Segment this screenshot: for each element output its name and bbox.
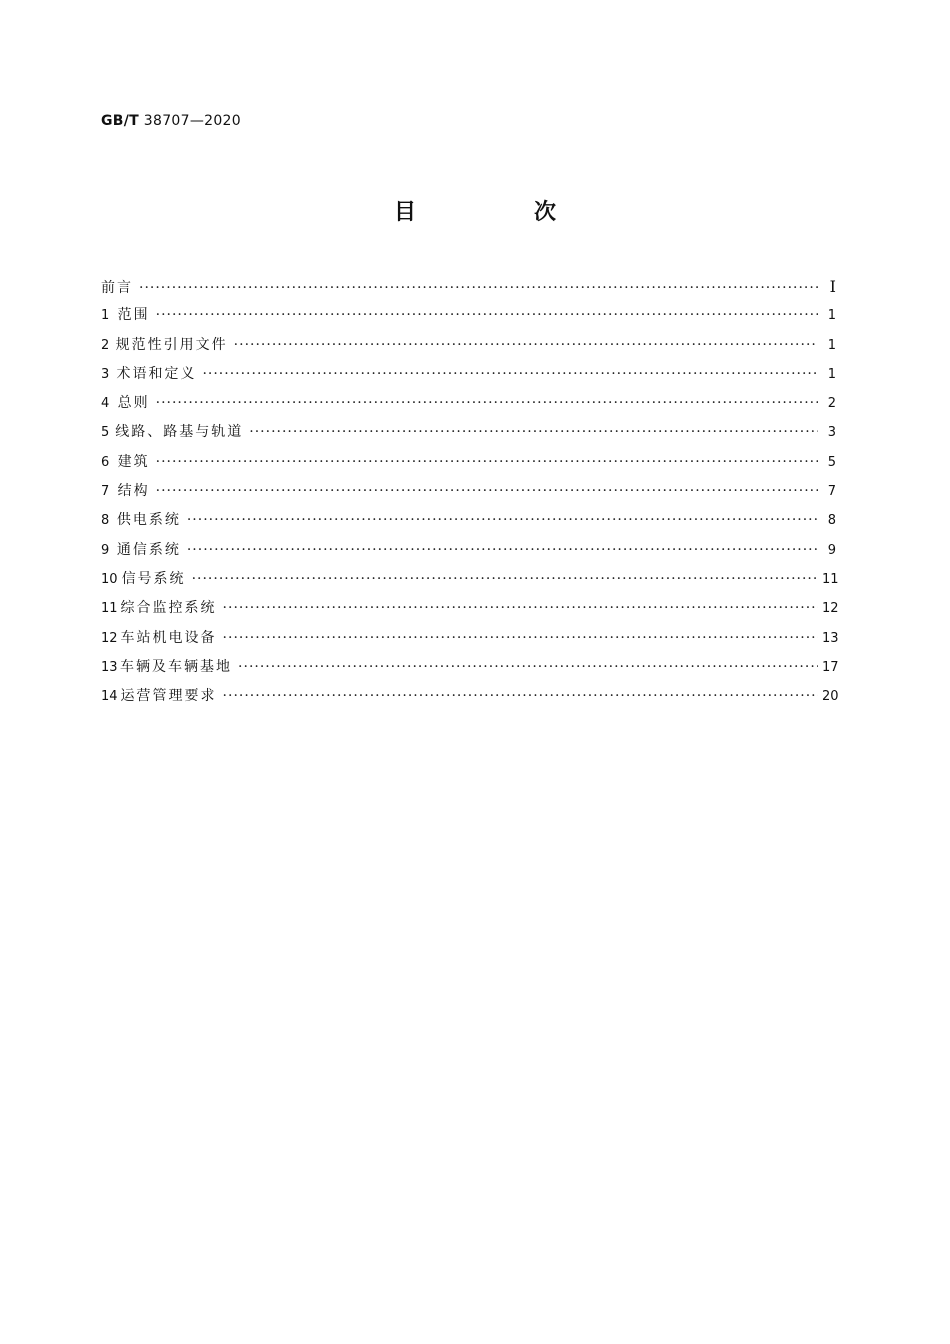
- toc-leader-dots: [156, 389, 818, 418]
- toc-entry-label: 运营管理要求: [120, 688, 217, 705]
- toc-entry[interactable]: [101, 565, 839, 594]
- toc-entry-label: 规范性引用文件: [115, 336, 228, 353]
- toc-entry-page: 2: [827, 396, 836, 412]
- toc-entry-number: 4: [101, 396, 110, 412]
- toc-entry-label: 通信系统: [116, 541, 181, 558]
- toc-entry-label: 术语和定义: [116, 365, 197, 382]
- toc-entry[interactable]: [101, 682, 839, 711]
- toc-entry-label: 结构: [117, 483, 150, 500]
- toc-entry[interactable]: [101, 477, 836, 506]
- toc-entry-label: 前言: [101, 280, 133, 296]
- toc-entry[interactable]: [101, 448, 836, 477]
- toc-leader-dots: [187, 506, 818, 535]
- toc-leader-dots: [156, 477, 818, 506]
- toc-entry-number: 8: [101, 513, 110, 529]
- toc-entry-page: 3: [827, 425, 836, 441]
- toc-entry-number: 3: [101, 366, 110, 382]
- toc-entry[interactable]: [101, 653, 839, 682]
- toc-leader-dots: [234, 331, 818, 360]
- toc-entry[interactable]: [101, 360, 836, 389]
- toc-leader-dots: [156, 301, 818, 330]
- toc-leader-dots: [223, 624, 818, 653]
- toc-entry[interactable]: [101, 506, 836, 535]
- toc-entry-label: 范围: [117, 307, 150, 324]
- toc-entry-page: 1: [827, 308, 836, 324]
- toc-entry-label: 总则: [117, 395, 150, 412]
- toc-entry-page: 13: [822, 630, 839, 646]
- toc-entry-page: 11: [822, 571, 839, 587]
- standard-code-header: [101, 113, 241, 129]
- toc-leader-dots: [156, 448, 818, 477]
- toc-entry-number: 13: [101, 659, 118, 675]
- toc-entry-number: 10: [101, 571, 118, 587]
- toc-leader-dots: [202, 360, 818, 389]
- toc-entry-page: 5: [827, 454, 836, 470]
- toc-entry-label: 车辆及车辆基地: [120, 658, 233, 675]
- toc-leader-dots: [238, 653, 818, 682]
- toc-leader-dots: [223, 682, 818, 711]
- toc-entry[interactable]: [101, 624, 839, 653]
- toc-entry-page: 8: [827, 513, 836, 529]
- toc-leader-dots: [223, 594, 818, 623]
- toc-entry-foreword[interactable]: [101, 272, 836, 301]
- toc-entry-page: Ⅰ: [829, 277, 836, 296]
- table-of-contents: [101, 272, 839, 711]
- toc-entry-page: 1: [827, 337, 836, 353]
- toc-leader-dots: [187, 536, 818, 565]
- toc-entry-label: 综合监控系统: [120, 600, 217, 617]
- standard-number: 38707—2020: [143, 113, 241, 129]
- toc-entry-page: 7: [827, 484, 836, 500]
- toc-leader-dots: [249, 418, 818, 447]
- toc-entry-label: 车站机电设备: [120, 629, 217, 646]
- toc-entry-number: 7: [101, 484, 110, 500]
- toc-entry-label: 供电系统: [116, 512, 181, 529]
- toc-entry[interactable]: [101, 418, 836, 447]
- toc-leader-dots: [192, 565, 818, 594]
- toc-entry-page: 1: [827, 366, 836, 382]
- toc-entry[interactable]: [101, 331, 836, 360]
- page-title: 目 次: [393, 200, 604, 225]
- toc-entry-number: 12: [101, 630, 118, 646]
- toc-entry[interactable]: [101, 301, 836, 330]
- toc-entry-number: 14: [101, 689, 118, 705]
- toc-entry-number: 2: [101, 337, 110, 353]
- toc-entry-label: 线路、路基与轨道: [115, 424, 244, 441]
- toc-entry-number: 11: [101, 601, 118, 617]
- toc-entry-label: 信号系统: [121, 570, 186, 587]
- toc-entry-page: 20: [822, 689, 839, 705]
- toc-entry-page: 17: [822, 659, 839, 675]
- toc-entry[interactable]: [101, 594, 839, 623]
- toc-entry-number: 1: [101, 308, 110, 324]
- toc-entry[interactable]: [101, 389, 836, 418]
- toc-entry-number: 9: [101, 542, 110, 558]
- toc-leader-dots: [139, 274, 818, 303]
- toc-entry-number: 5: [101, 425, 110, 441]
- toc-entry[interactable]: [101, 536, 836, 565]
- toc-entry-number: 6: [101, 454, 110, 470]
- toc-entry-page: 9: [827, 542, 836, 558]
- standard-prefix: GB/T: [101, 113, 140, 129]
- toc-entry-page: 12: [822, 601, 839, 617]
- toc-entry-label: 建筑: [117, 453, 150, 470]
